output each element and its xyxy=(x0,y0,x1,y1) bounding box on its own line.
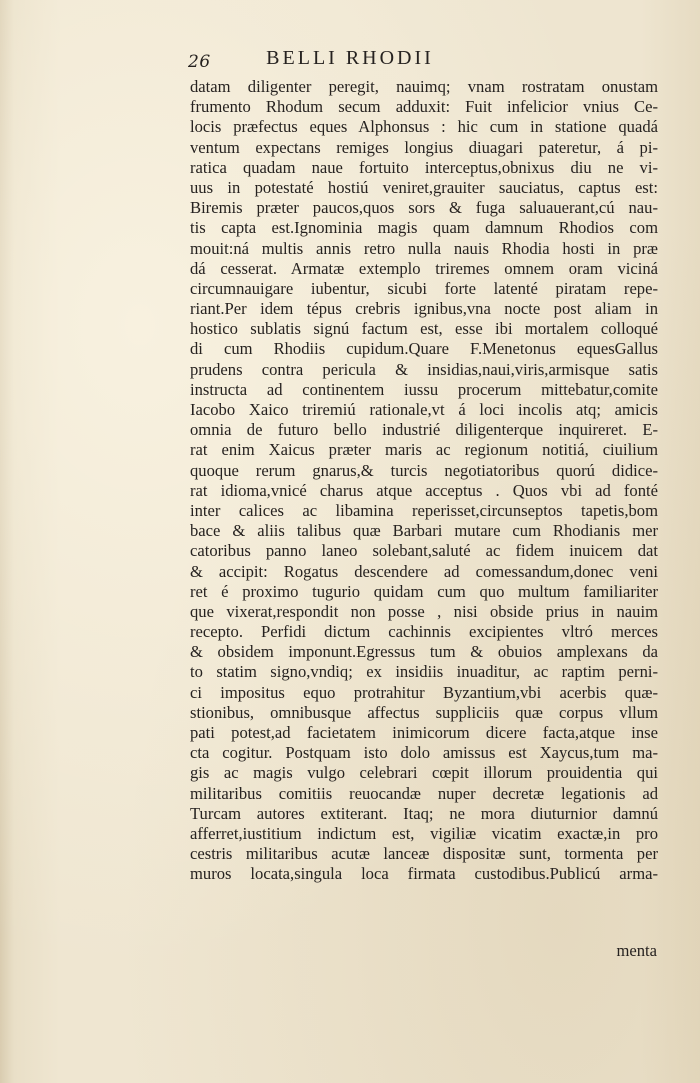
text-line: bace & aliis talibus quæ Barbari mutare cum Rhodianis mer xyxy=(190,521,658,541)
running-head: BELLI RHODII xyxy=(266,47,434,69)
text-line: instructa ad continentem iussu procerum mittebatur,comite xyxy=(190,379,658,399)
text-line: cestris militaribus acutæ lanceæ dispositæ sunt, tormenta per xyxy=(190,844,658,864)
text-line: ventum expectans remiges longius diuagari pateretur, á pi- xyxy=(190,137,658,157)
text-line: dá cesserat. Armatæ extemplo triremes omnem oram viciná xyxy=(190,258,658,278)
text-line: ratica quadam naue fortuito interceptus,obnixus diu ne vi- xyxy=(190,157,658,177)
text-line: rat idioma,vnicé charus atque acceptus . Quos vbi ad fonté xyxy=(190,480,658,500)
text-line: inter calices ac libamina reperisset,circunseptos tapetis,bom xyxy=(190,500,658,520)
text-line: Turcam autores extiterant. Itaq; ne mora diuturnior damnú xyxy=(190,803,658,823)
text-line: muros locata,singula loca firmata custodibus.Publicú arma- xyxy=(190,864,658,884)
text-line: tis capta est.Ignominia magis quam damnum Rhodios com xyxy=(190,218,658,238)
text-line: riant.Per idem tépus crebris ignibus,vna nocte post aliam in xyxy=(190,299,658,319)
text-line: Iacobo Xaico triremiú rationale,vt á loci incolis atq; amicis xyxy=(190,400,658,419)
text-line: di cum Rhodiis cupidum.Quare F.Menetonus equesGallus xyxy=(190,339,658,359)
text-line: to statim signo,vndiq; ex insidiis inuaditur, ac raptim perni- xyxy=(190,662,658,682)
text-line: afferret,iustitium indictum est, vigiliæ vicatim exactæ,in pro xyxy=(190,823,658,843)
text-line: militaribus comitiis reuocandæ nuper decretæ legationis ad xyxy=(190,783,658,803)
text-line: quoque rerum gnarus,& turcis negotiatoribus quorú didice- xyxy=(190,460,658,480)
text-line: gis ac magis vulgo celebrari cœpit illorum prouidentia qui xyxy=(190,763,658,783)
text-line: pati potest,ad facietatem inimicorum dicere facta,atque inse xyxy=(190,723,658,742)
text-line: mouit:ná multis annis retro nulla nauis Rhodia hosti in præ xyxy=(190,238,658,258)
text-line: catoribus panno laneo solebant,saluté ac fidem inuicem dat xyxy=(190,541,658,561)
text-line: ci impositus equo protrahitur Byzantium,vbi acerbis quæ- xyxy=(190,682,658,702)
text-line: recepto. Perfidi dictum cachinnis excipientes vltró merces xyxy=(190,622,658,642)
text-line: hostico sublatis signú factum est, esse ibi mortalem colloqué xyxy=(190,319,658,339)
text-line: & obsidem imponunt.Egressus tum & obuios amplexans da xyxy=(190,642,658,662)
text-line: omnia de futuro bello industrié diligenterque inquireret. E- xyxy=(190,420,658,440)
text-line: rat enim Xaicus præter maris ac regionum notitiá, ciuilium xyxy=(190,440,658,460)
text-line: circumnauigare iubentur, sicubi forte latenté piratam repe- xyxy=(190,278,658,298)
text-line: & accipit: Rogatus descendere ad comessandum,donec veni xyxy=(190,561,658,581)
text-line: stionibus, omnibusque affectus suppliciis quæ corpus vllum xyxy=(190,702,658,722)
text-line: ret é proximo tugurio quidam cum quo multum familiariter xyxy=(190,581,658,601)
text-line: Biremis præter paucos,quos sors & fuga saluauerant,cú nau- xyxy=(190,198,658,218)
text-line: uus in potestaté hostiú veniret,grauiter sauciatus, captus est: xyxy=(190,177,658,197)
text-line: que vixerat,respondit non posse , nisi obside prius in nauim xyxy=(190,601,658,621)
page-number: 26 xyxy=(188,52,211,72)
text-line: frumento Rhodum secum adduxit: Fuit infelicior vnius Ce- xyxy=(190,97,658,117)
text-line: prudens contra pericula & insidias,naui,viris,armisque satis xyxy=(190,359,658,379)
text-line: cta cogitur. Postquam isto dolo amissus est Xaycus,tum ma- xyxy=(190,743,658,763)
text-line: locis præfectus eques Alphonsus : hic cum in statione quadá xyxy=(190,117,658,137)
body-text xyxy=(190,77,658,885)
catchword: menta xyxy=(616,941,657,960)
text-line: datam diligenter peregit, nauimq; vnam rostratam onustam xyxy=(190,77,658,96)
